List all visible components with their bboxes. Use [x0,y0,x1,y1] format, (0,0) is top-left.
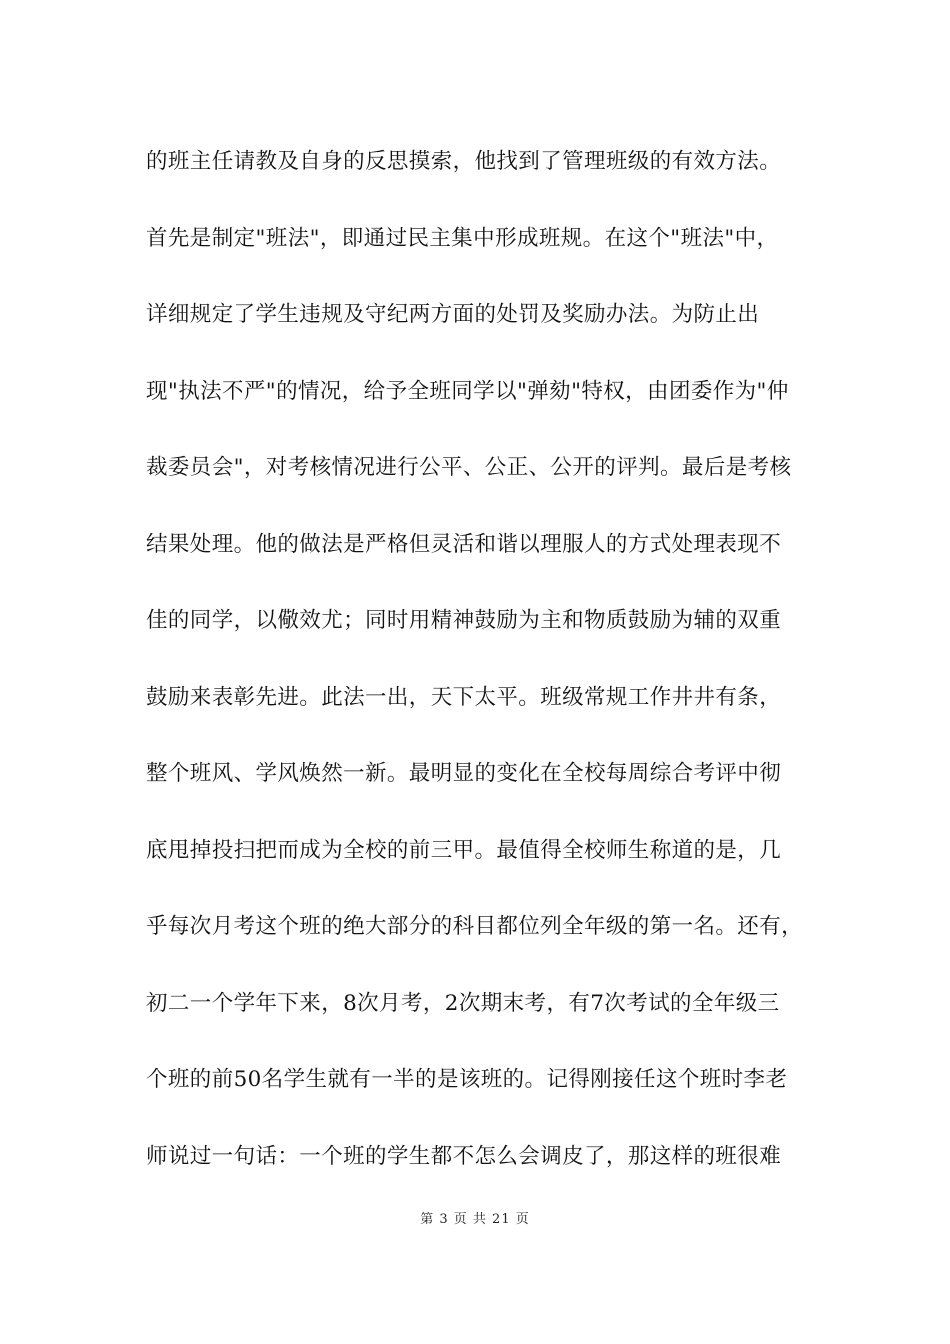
text-line: 师说过一句话：一个班的学生都不怎么会调皮了，那这样的班很难 [146,1143,782,1169]
page-number-label: 第 3 页 共 21 页 [420,1212,530,1227]
text-line: 首先是制定"班法"，即通过民主集中形成班规。在这个"班法"中， [146,225,779,251]
text-line: 结果处理。他的做法是严格但灵活和谐以理服人的方式处理表现不 [146,531,782,557]
text-line: 鼓励来表彰先进。此法一出，天下太平。班级常规工作井井有条， [146,684,782,710]
text-line: 详细规定了学生违规及守纪两方面的处罚及奖励办法。为防止出 [146,302,760,327]
text-line: 底甩掉投扫把而成为全校的前三甲。最值得全校师生称道的是，几 [146,837,782,863]
text-line: 裁委员会"，对考核情况进行公平、公正、公开的评判。最后是考核 [146,455,792,480]
text-line: 现"执法不严"的情况，给予全班同学以"弹劾"特权，由团委作为"仲 [146,378,789,404]
text-line: 初二一个学年下来，8次月考，2次期末考，有7次考试的全年级三 [146,990,780,1016]
text-line: 乎每次月考这个班的绝大部分的科目都位列全年级的第一名。还有， [146,914,804,939]
text-line: 的班主任请教及自身的反思摸索，他找到了管理班级的有效方法。 [146,149,782,174]
text-line: 佳的同学，以儆效尤；同时用精神鼓励为主和物质鼓励为辅的双重 [146,608,782,633]
page-footer [0,1208,950,1227]
text-line: 个班的前50名学生就有一半的是该班的。记得刚接任这个班时李老 [146,1067,788,1092]
text-line: 整个班风、学风焕然一新。最明显的变化在全校每周综合考评中彻 [146,761,782,786]
body-text [146,136,826,1207]
